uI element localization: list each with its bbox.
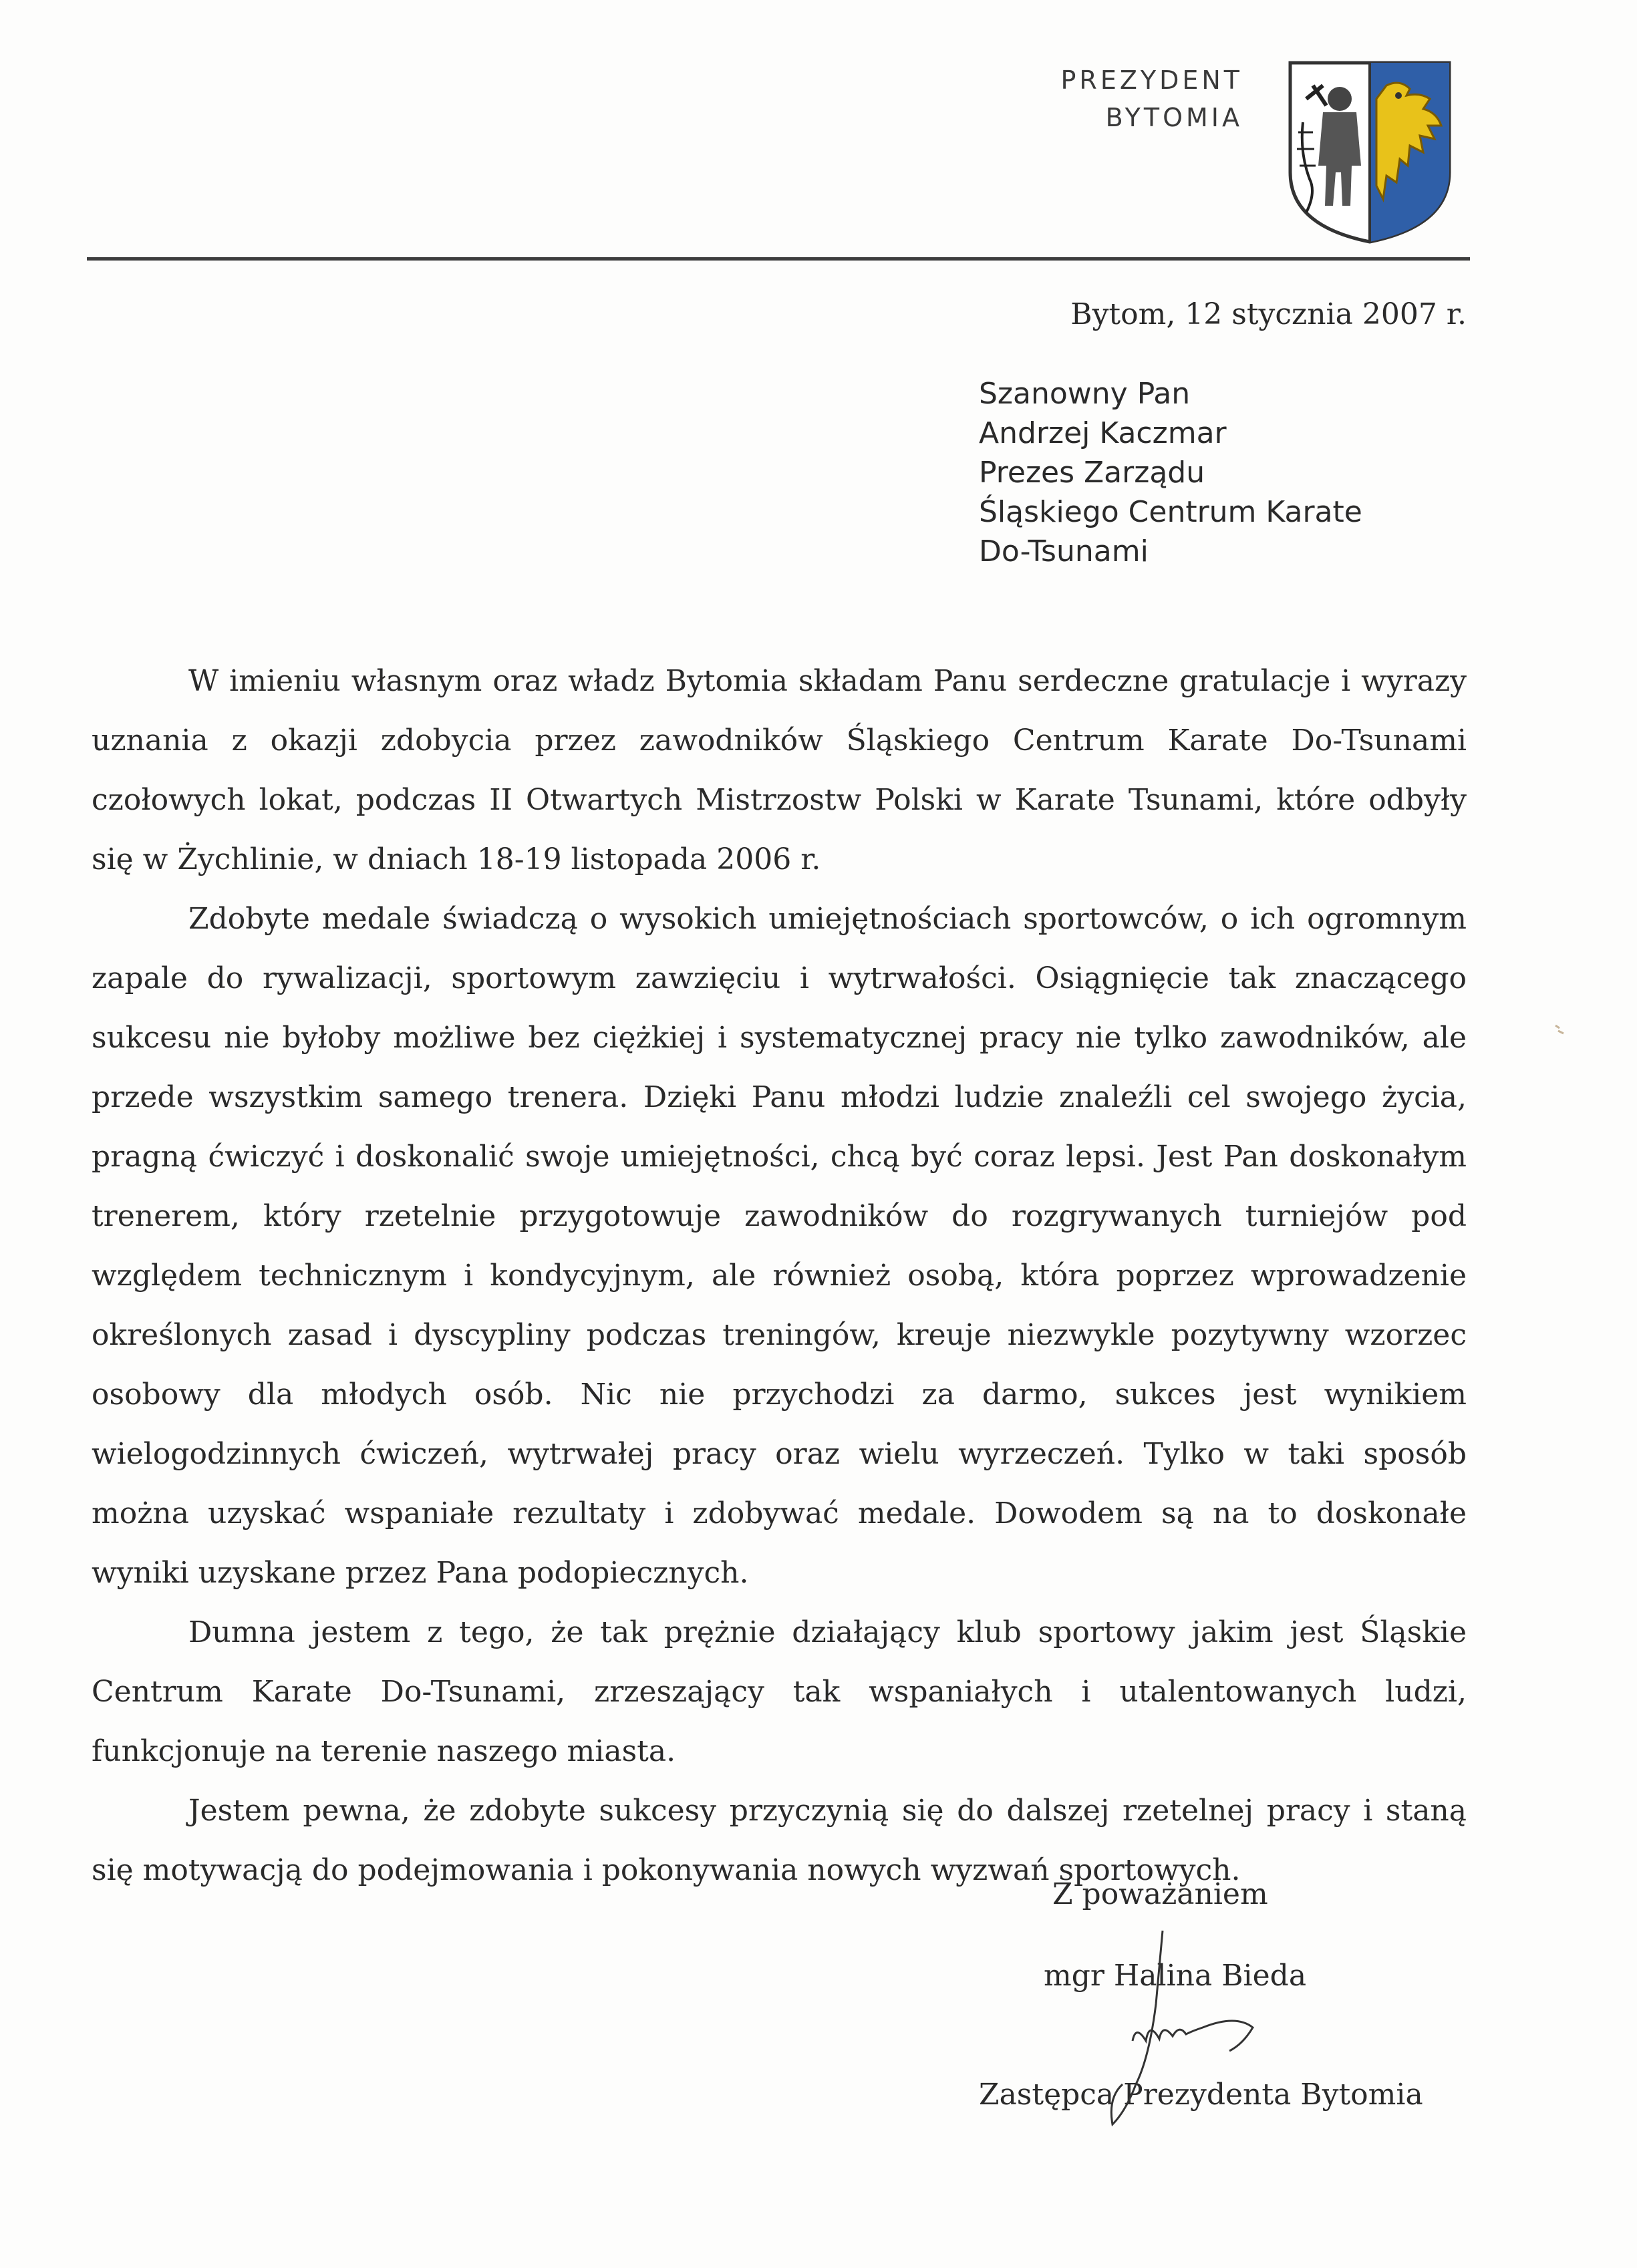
addressee-name: Andrzej Kaczmar [979,416,1227,450]
addressee-organization-suffix: Do-Tsunami [979,534,1149,569]
office-line-1: PREZYDENT [1060,65,1243,95]
coat-of-arms-icon [1286,59,1453,246]
header-divider [87,257,1470,261]
signer-title: Zastępca Prezydenta Bytomia [979,2078,1423,2112]
handwritten-signature-icon [1069,1924,1283,2138]
office-name [935,61,1243,136]
addressee-organization: Śląskiego Centrum Karate [979,495,1362,529]
body-paragraph-2: Zdobyte medale świadczą o wysokich umiejętnościach sportowców, o ich ogromnym zapale do rywalizacji, sportowym zawzięciu i wytrwałości. Osiągnięcie tak znaczącego sukcesu nie byłoby możliwe bez ciężkiej i systematycznej pracy nie tylko zawodników, ale przede wszystkim samego trenera. Dzięki Panu młodzi ludzie znaleźli cel swojego życia, pragną ćwiczyć i doskonalić swoje umiejętności, chcą być coraz lepsi. Jest Pan doskonałym trenerem, który rzetelnie przygotowuje zawodników do rozgrywanych turniejów pod względem technicznym i kondycyjnym, ale również osobą, która poprzez wprowadzenie określonych zasad i dyscypliny podczas treningów, kreuje niezwykle pozytywny wzorzec osobowy dla młodych osób. Nic nie przychodzi za darmo, sukces jest wynikiem wielogodzinnych ćwiczeń, wytrwałej pracy oraz wielu wyrzeczeń. Tylko w taki sposób można uzyskać wspaniałe rezultaty i zdobywać medale. Dowodem są na to doskonałe wyniki uzyskane przez Pana podopiecznych. [92,902,1467,1590]
body-paragraph-3: Dumna jestem z tego, że tak prężnie działający klub sportowy jakim jest Śląskie Centrum Karate Do-Tsunami, zrzeszający tak wspaniałych i utalentowanych ludzi, funkcjonuje na terenie naszego miasta. [92,1615,1467,1768]
body-paragraph-1: W imieniu własnym oraz władz Bytomia składam Panu serdeczne gratulacje i wyrazy uznania z okazji zdobycia przez zawodników Śląskiego Centrum Karate Do-Tsunami czołowych lokat, podczas II Otwartych Mistrzostw Polski w Karate Tsunami, które odbyły się w Żychlinie, w dniach 18-19 listopada 2006 r. [92,664,1467,876]
body-paragraph-4: Jestem pewna, że zdobyte sukcesy przyczynią się do dalszej rzetelnej pracy i staną się motywacją do podejmowania i pokonywania nowych wyzwań sportowych. [92,1794,1467,1887]
signer-name: mgr Halina Bieda [1044,1959,1307,1993]
addressee-block [979,374,1513,571]
addressee-salutation: Szanowny Pan [979,377,1191,411]
office-line-2: BYTOMIA [1105,103,1243,132]
addressee-position: Prezes Zarządu [979,456,1205,490]
scan-artifact-icon [1550,1019,1570,1039]
closing-salutation: Z poważaniem [1052,1877,1268,1911]
letter-date: Bytom, 12 stycznia 2007 r. [1070,297,1467,331]
letter-body [92,651,1467,1900]
